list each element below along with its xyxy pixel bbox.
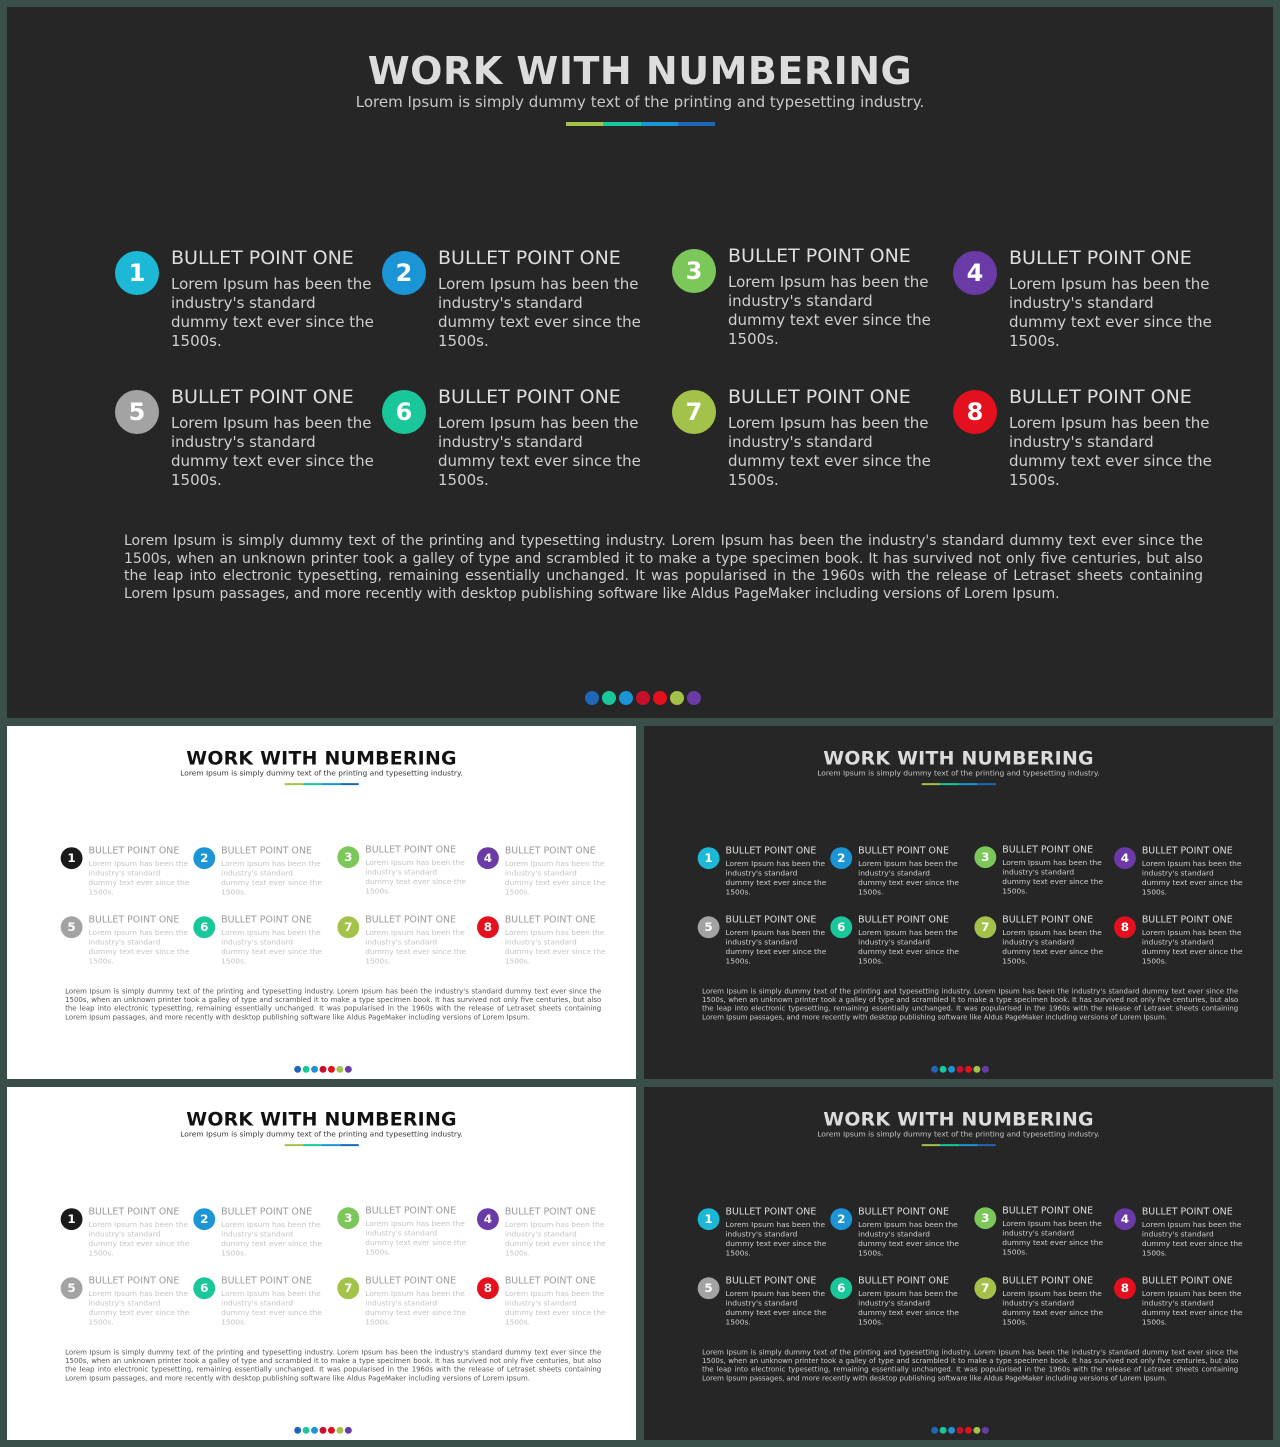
bullet-text: Lorem Ipsum has been the industry's standard dummy text ever since the 1500s. bbox=[1141, 1220, 1243, 1258]
bullet-item bbox=[672, 386, 932, 489]
number-badge: 2 bbox=[830, 1208, 852, 1230]
bullet-text: Lorem Ipsum has been the industry's standard dummy text ever since the 1500s. bbox=[221, 928, 322, 966]
title-underline bbox=[285, 1144, 359, 1146]
slide-subtitle: Lorem Ipsum is simply dummy text of the printing and typesetting industry. bbox=[180, 1129, 463, 1139]
number-badge: 1 bbox=[61, 1208, 83, 1230]
pagination-dot[interactable] bbox=[982, 1066, 989, 1073]
underline-segment bbox=[940, 1144, 959, 1146]
pagination-dot[interactable] bbox=[957, 1427, 964, 1434]
number-badge: 8 bbox=[477, 916, 499, 938]
bullet-title: BULLET POINT ONE bbox=[221, 845, 312, 857]
bullet-title: BULLET POINT ONE bbox=[1141, 1206, 1233, 1218]
slide-title: WORK WITH NUMBERING bbox=[186, 746, 457, 769]
pagination-dots bbox=[585, 691, 701, 705]
bullet-item bbox=[698, 845, 827, 895]
bullet-text: Lorem Ipsum has been the industry's standard dummy text ever since the 1500s. bbox=[88, 1220, 190, 1258]
bullet-text: Lorem Ipsum has been the industry's standard dummy text ever since the 1500s. bbox=[1002, 928, 1104, 966]
bullet-item bbox=[698, 1275, 827, 1325]
bullet-item bbox=[830, 845, 959, 895]
bullet-title: BULLET POINT ONE bbox=[728, 245, 911, 267]
pagination-dot[interactable] bbox=[653, 691, 667, 705]
bullet-title: BULLET POINT ONE bbox=[1002, 914, 1094, 926]
bullet-item bbox=[337, 844, 466, 894]
pagination-dot[interactable] bbox=[948, 1427, 955, 1434]
bullet-text: Lorem Ipsum has been the industry's standard dummy text ever since the 1500s. bbox=[504, 928, 606, 966]
bullet-item bbox=[974, 914, 1103, 964]
bullet-title: BULLET POINT ONE bbox=[728, 386, 911, 408]
underline-segment bbox=[940, 783, 959, 785]
underline-segment bbox=[340, 1144, 359, 1146]
underline-segment bbox=[285, 783, 304, 785]
bullet-item bbox=[337, 914, 466, 964]
bullet-item bbox=[830, 1275, 959, 1325]
pagination-dot[interactable] bbox=[973, 1066, 980, 1073]
bullet-title: BULLET POINT ONE bbox=[1009, 386, 1192, 408]
number-badge: 3 bbox=[974, 1207, 996, 1229]
underline-segment bbox=[303, 1144, 322, 1146]
bullet-item bbox=[61, 914, 190, 964]
bullet-item bbox=[193, 1206, 322, 1256]
number-badge: 4 bbox=[1114, 847, 1136, 869]
bullet-item bbox=[953, 386, 1213, 489]
bullet-text: Lorem Ipsum has been the industry's standard dummy text ever since the 1500s. bbox=[365, 858, 467, 896]
underline-segment bbox=[977, 1144, 996, 1146]
number-badge: 1 bbox=[61, 847, 83, 869]
pagination-dot[interactable] bbox=[328, 1427, 335, 1434]
number-badge: 1 bbox=[115, 251, 159, 295]
bullet-text: Lorem Ipsum has been the industry's standard dummy text ever since the 1500s. bbox=[725, 1289, 827, 1327]
slide-subtitle: Lorem Ipsum is simply dummy text of the printing and typesetting industry. bbox=[817, 768, 1100, 778]
bullet-text: Lorem Ipsum has been the industry's standard dummy text ever since the 1500s. bbox=[725, 928, 827, 966]
pagination-dot[interactable] bbox=[320, 1066, 327, 1073]
bullet-text: Lorem Ipsum has been the industry's standard dummy text ever since the 1500s. bbox=[858, 928, 959, 966]
bullet-item bbox=[974, 1275, 1103, 1325]
number-badge: 7 bbox=[337, 916, 359, 938]
number-badge: 3 bbox=[974, 846, 996, 868]
slide-content bbox=[7, 7, 1273, 718]
number-badge: 3 bbox=[337, 1207, 359, 1229]
underline-segment bbox=[303, 783, 322, 785]
bullet-text: Lorem Ipsum has been the industry's standard dummy text ever since the 1500s. bbox=[725, 859, 827, 897]
bullet-title: BULLET POINT ONE bbox=[88, 1275, 180, 1287]
title-underline bbox=[922, 1144, 996, 1146]
bullet-text: Lorem Ipsum has been the industry's standard dummy text ever since the 1500s. bbox=[221, 859, 322, 897]
bullet-text: Lorem Ipsum has been the industry's standard dummy text ever since the 1500s. bbox=[88, 1289, 190, 1327]
bullet-item bbox=[61, 1275, 190, 1325]
pagination-dot[interactable] bbox=[940, 1427, 947, 1434]
underline-segment bbox=[977, 783, 996, 785]
number-badge: 2 bbox=[830, 847, 852, 869]
bullet-title: BULLET POINT ONE bbox=[504, 1206, 596, 1218]
slide-subtitle: Lorem Ipsum is simply dummy text of the printing and typesetting industry. bbox=[355, 93, 925, 111]
number-badge: 5 bbox=[61, 916, 83, 938]
bullet-item bbox=[61, 1206, 190, 1256]
bullet-title: BULLET POINT ONE bbox=[858, 845, 949, 857]
pagination-dot[interactable] bbox=[931, 1427, 938, 1434]
bullet-title: BULLET POINT ONE bbox=[504, 845, 596, 857]
number-badge: 8 bbox=[1114, 916, 1136, 938]
number-badge: 4 bbox=[477, 1208, 499, 1230]
bullet-item bbox=[382, 247, 642, 350]
number-badge: 8 bbox=[477, 1277, 499, 1299]
bullet-item bbox=[698, 914, 827, 964]
bullet-title: BULLET POINT ONE bbox=[1002, 1275, 1094, 1287]
pagination-dot[interactable] bbox=[965, 1427, 972, 1434]
body-paragraph: Lorem Ipsum is simply dummy text of the printing and typesetting industry. Lorem Ipsum has been the industry's standard dummy text ever since the 1500s, when an unknown printer took a galley of type and scrambled it to make a type specimen book. It has survived not only five centuries, but also the leap into electronic typesetting, remaining essentially unchanged. It was popularised in the 1960s with the release of Letraset sheets containing Lorem Ipsum passages, and more recently with desktop publishing software like Aldus PageMaker including versions of Lorem Ipsum. bbox=[65, 987, 602, 1022]
number-badge: 7 bbox=[974, 1277, 996, 1299]
pagination-dot[interactable] bbox=[345, 1427, 352, 1434]
bullet-item bbox=[477, 914, 606, 964]
number-badge: 8 bbox=[1114, 1277, 1136, 1299]
bullet-title: BULLET POINT ONE bbox=[221, 914, 312, 926]
bullet-text: Lorem Ipsum has been the industry's standard dummy text ever since the 1500s. bbox=[858, 1220, 959, 1258]
pagination-dot[interactable] bbox=[636, 691, 650, 705]
pagination-dot[interactable] bbox=[311, 1066, 318, 1073]
slide-content bbox=[7, 726, 636, 1079]
number-badge: 2 bbox=[382, 251, 426, 295]
number-badge: 6 bbox=[193, 916, 215, 938]
bullet-item bbox=[672, 245, 932, 348]
bullet-title: BULLET POINT ONE bbox=[1141, 845, 1233, 857]
pagination-dot[interactable] bbox=[336, 1427, 343, 1434]
bullet-title: BULLET POINT ONE bbox=[725, 1206, 817, 1218]
title-underline bbox=[285, 783, 359, 785]
slide-content bbox=[644, 726, 1273, 1079]
bullet-item bbox=[382, 386, 642, 489]
bullet-text: Lorem Ipsum has been the industry's standard dummy text ever since the 1500s. bbox=[504, 1220, 606, 1258]
number-badge: 6 bbox=[830, 916, 852, 938]
pagination-dot[interactable] bbox=[303, 1427, 310, 1434]
bullet-item bbox=[1114, 845, 1243, 895]
slide-title: WORK WITH NUMBERING bbox=[823, 1107, 1094, 1130]
slide-subtitle: Lorem Ipsum is simply dummy text of the printing and typesetting industry. bbox=[817, 1129, 1100, 1139]
bullet-title: BULLET POINT ONE bbox=[1141, 914, 1233, 926]
bullet-text: Lorem Ipsum has been the industry's standard dummy text ever since the 1500s. bbox=[88, 859, 190, 897]
number-badge: 8 bbox=[953, 390, 997, 434]
pagination-dot[interactable] bbox=[336, 1066, 343, 1073]
bullet-text: Lorem Ipsum has been the industry's standard dummy text ever since the 1500s. bbox=[171, 414, 374, 489]
pagination-dot[interactable] bbox=[294, 1427, 301, 1434]
slide-title: WORK WITH NUMBERING bbox=[823, 746, 1094, 769]
underline-segment bbox=[959, 1144, 978, 1146]
title-underline bbox=[566, 122, 715, 126]
pagination-dot[interactable] bbox=[973, 1427, 980, 1434]
bullet-text: Lorem Ipsum has been the industry's standard dummy text ever since the 1500s. bbox=[365, 1219, 467, 1257]
bullet-item bbox=[830, 914, 959, 964]
bullet-item bbox=[953, 247, 1213, 350]
pagination-dots bbox=[931, 1427, 989, 1434]
bullet-text: Lorem Ipsum has been the industry's standard dummy text ever since the 1500s. bbox=[1141, 859, 1243, 897]
bullet-title: BULLET POINT ONE bbox=[365, 1205, 457, 1217]
number-badge: 1 bbox=[698, 1208, 720, 1230]
bullet-title: BULLET POINT ONE bbox=[858, 914, 949, 926]
slide-title: WORK WITH NUMBERING bbox=[186, 1107, 457, 1130]
body-paragraph: Lorem Ipsum is simply dummy text of the printing and typesetting industry. Lorem Ipsum has been the industry's standard dummy text ever since the 1500s, when an unknown printer took a galley of type and scrambled it to make a type specimen book. It has survived not only five centuries, but also the leap into electronic typesetting, remaining essentially unchanged. It was popularised in the 1960s with the release of Letraset sheets containing Lorem Ipsum passages, and more recently with desktop publishing software like Aldus PageMaker including versions of Lorem Ipsum. bbox=[702, 987, 1239, 1022]
bullet-item bbox=[974, 1205, 1103, 1255]
bullet-title: BULLET POINT ONE bbox=[1002, 1205, 1094, 1217]
bullet-text: Lorem Ipsum has been the industry's standard dummy text ever since the 1500s. bbox=[1141, 1289, 1243, 1327]
bullet-item bbox=[477, 845, 606, 895]
number-badge: 4 bbox=[953, 251, 997, 295]
number-badge: 7 bbox=[672, 390, 716, 434]
pagination-dot[interactable] bbox=[328, 1066, 335, 1073]
underline-segment bbox=[322, 783, 341, 785]
bullet-item bbox=[337, 1205, 466, 1255]
bullet-text: Lorem Ipsum has been the industry's standard dummy text ever since the 1500s. bbox=[728, 414, 931, 489]
bullet-title: BULLET POINT ONE bbox=[88, 845, 180, 857]
pagination-dot[interactable] bbox=[311, 1427, 318, 1434]
body-paragraph: Lorem Ipsum is simply dummy text of the printing and typesetting industry. Lorem Ipsum has been the industry's standard dummy text ever since the 1500s, when an unknown printer took a galley of type and scrambled it to make a type specimen book. It has survived not only five centuries, but also the leap into electronic typesetting, remaining essentially unchanged. It was popularised in the 1960s with the release of Letraset sheets containing Lorem Ipsum passages, and more recently with desktop publishing software like Aldus PageMaker including versions of Lorem Ipsum. bbox=[702, 1348, 1239, 1383]
number-badge: 5 bbox=[61, 1277, 83, 1299]
pagination-dots bbox=[931, 1066, 989, 1073]
bullet-item bbox=[830, 1206, 959, 1256]
slide-content bbox=[7, 1087, 636, 1440]
number-badge: 3 bbox=[672, 249, 716, 293]
bullet-item bbox=[1114, 914, 1243, 964]
bullet-text: Lorem Ipsum has been the industry's standard dummy text ever since the 1500s. bbox=[728, 273, 931, 348]
body-paragraph: Lorem Ipsum is simply dummy text of the printing and typesetting industry. Lorem Ipsum has been the industry's standard dummy text ever since the 1500s, when an unknown printer took a galley of type and scrambled it to make a type specimen book. It has survived not only five centuries, but also the leap into electronic typesetting, remaining essentially unchanged. It was popularised in the 1960s with the release of Letraset sheets containing Lorem Ipsum passages, and more recently with desktop publishing software like Aldus PageMaker including versions of Lorem Ipsum. bbox=[65, 1348, 602, 1383]
bullet-title: BULLET POINT ONE bbox=[725, 1275, 817, 1287]
pagination-dot[interactable] bbox=[965, 1066, 972, 1073]
bullet-title: BULLET POINT ONE bbox=[88, 1206, 180, 1218]
bullet-title: BULLET POINT ONE bbox=[365, 1275, 457, 1287]
number-badge: 1 bbox=[698, 847, 720, 869]
number-badge: 6 bbox=[830, 1277, 852, 1299]
slide-thumb-dark-1[interactable] bbox=[644, 726, 1273, 1079]
bullet-text: Lorem Ipsum has been the industry's standard dummy text ever since the 1500s. bbox=[858, 859, 959, 897]
bullet-text: Lorem Ipsum has been the industry's standard dummy text ever since the 1500s. bbox=[725, 1220, 827, 1258]
bullet-text: Lorem Ipsum has been the industry's standard dummy text ever since the 1500s. bbox=[438, 275, 641, 350]
pagination-dot[interactable] bbox=[585, 691, 599, 705]
number-badge: 7 bbox=[337, 1277, 359, 1299]
bullet-title: BULLET POINT ONE bbox=[171, 386, 354, 408]
bullet-title: BULLET POINT ONE bbox=[858, 1275, 949, 1287]
pagination-dot[interactable] bbox=[940, 1066, 947, 1073]
number-badge: 4 bbox=[1114, 1208, 1136, 1230]
underline-segment bbox=[340, 783, 359, 785]
bullet-title: BULLET POINT ONE bbox=[1009, 247, 1192, 269]
bullet-title: BULLET POINT ONE bbox=[504, 1275, 596, 1287]
bullet-item bbox=[61, 845, 190, 895]
bullet-item bbox=[1114, 1206, 1243, 1256]
bullet-title: BULLET POINT ONE bbox=[725, 914, 817, 926]
bullet-text: Lorem Ipsum has been the industry's standard dummy text ever since the 1500s. bbox=[504, 1289, 606, 1327]
body-paragraph: Lorem Ipsum is simply dummy text of the printing and typesetting industry. Lorem Ipsum has been the industry's standard dummy text ever since the 1500s, when an unknown printer took a galley of type and scrambled it to make a type specimen book. It has survived not only five centuries, but also the leap into electronic typesetting, remaining essentially unchanged. It was popularised in the 1960s with the release of Letraset sheets containing Lorem Ipsum passages, and more recently with desktop publishing software like Aldus PageMaker including versions of Lorem Ipsum. bbox=[124, 533, 1203, 602]
slide-main[interactable] bbox=[7, 7, 1273, 718]
bullet-text: Lorem Ipsum has been the industry's standard dummy text ever since the 1500s. bbox=[221, 1289, 322, 1327]
bullet-text: Lorem Ipsum has been the industry's standard dummy text ever since the 1500s. bbox=[438, 414, 641, 489]
underline-segment bbox=[603, 122, 640, 126]
number-badge: 7 bbox=[974, 916, 996, 938]
number-badge: 5 bbox=[698, 916, 720, 938]
pagination-dot[interactable] bbox=[602, 691, 616, 705]
bullet-title: BULLET POINT ONE bbox=[221, 1275, 312, 1287]
bullet-item bbox=[1114, 1275, 1243, 1325]
slide-thumb-light-1[interactable] bbox=[7, 726, 636, 1079]
bullet-title: BULLET POINT ONE bbox=[221, 1206, 312, 1218]
bullet-text: Lorem Ipsum has been the industry's standard dummy text ever since the 1500s. bbox=[221, 1220, 322, 1258]
bullet-item bbox=[477, 1275, 606, 1325]
bullet-text: Lorem Ipsum has been the industry's standard dummy text ever since the 1500s. bbox=[1002, 1289, 1104, 1327]
pagination-dot[interactable] bbox=[670, 691, 684, 705]
underline-segment bbox=[922, 1144, 941, 1146]
bullet-item bbox=[193, 845, 322, 895]
bullet-title: BULLET POINT ONE bbox=[365, 844, 457, 856]
bullet-title: BULLET POINT ONE bbox=[858, 1206, 949, 1218]
title-underline bbox=[922, 783, 996, 785]
underline-segment bbox=[922, 783, 941, 785]
slide-thumb-dark-2[interactable] bbox=[644, 1087, 1273, 1440]
number-badge: 4 bbox=[477, 847, 499, 869]
underline-segment bbox=[959, 783, 978, 785]
slide-content bbox=[644, 1087, 1273, 1440]
bullet-title: BULLET POINT ONE bbox=[504, 914, 596, 926]
pagination-dot[interactable] bbox=[619, 691, 633, 705]
bullet-title: BULLET POINT ONE bbox=[1141, 1275, 1233, 1287]
bullet-title: BULLET POINT ONE bbox=[365, 914, 457, 926]
bullet-text: Lorem Ipsum has been the industry's standard dummy text ever since the 1500s. bbox=[171, 275, 374, 350]
bullet-text: Lorem Ipsum has been the industry's standard dummy text ever since the 1500s. bbox=[365, 1289, 467, 1327]
bullet-item bbox=[337, 1275, 466, 1325]
bullet-title: BULLET POINT ONE bbox=[1002, 844, 1094, 856]
underline-segment bbox=[641, 122, 678, 126]
bullet-item bbox=[115, 247, 375, 350]
number-badge: 2 bbox=[193, 1208, 215, 1230]
number-badge: 3 bbox=[337, 846, 359, 868]
bullet-text: Lorem Ipsum has been the industry's standard dummy text ever since the 1500s. bbox=[1009, 275, 1212, 350]
pagination-dot[interactable] bbox=[303, 1066, 310, 1073]
pagination-dot[interactable] bbox=[957, 1066, 964, 1073]
bullet-item bbox=[974, 844, 1103, 894]
bullet-item bbox=[193, 914, 322, 964]
slide-subtitle: Lorem Ipsum is simply dummy text of the printing and typesetting industry. bbox=[180, 768, 463, 778]
bullet-text: Lorem Ipsum has been the industry's standard dummy text ever since the 1500s. bbox=[1002, 858, 1104, 896]
bullet-item bbox=[477, 1206, 606, 1256]
bullet-item bbox=[193, 1275, 322, 1325]
bullet-text: Lorem Ipsum has been the industry's standard dummy text ever since the 1500s. bbox=[365, 928, 467, 966]
bullet-title: BULLET POINT ONE bbox=[88, 914, 180, 926]
bullet-text: Lorem Ipsum has been the industry's standard dummy text ever since the 1500s. bbox=[1009, 414, 1212, 489]
number-badge: 2 bbox=[193, 847, 215, 869]
pagination-dots bbox=[294, 1427, 352, 1434]
pagination-dot[interactable] bbox=[931, 1066, 938, 1073]
pagination-dots bbox=[294, 1066, 352, 1073]
slide-thumb-light-2[interactable] bbox=[7, 1087, 636, 1440]
bullet-title: BULLET POINT ONE bbox=[438, 247, 621, 269]
number-badge: 5 bbox=[115, 390, 159, 434]
pagination-dot[interactable] bbox=[687, 691, 701, 705]
pagination-dot[interactable] bbox=[294, 1066, 301, 1073]
slide-title: WORK WITH NUMBERING bbox=[367, 49, 913, 93]
bullet-text: Lorem Ipsum has been the industry's standard dummy text ever since the 1500s. bbox=[88, 928, 190, 966]
underline-segment bbox=[678, 122, 715, 126]
bullet-item bbox=[698, 1206, 827, 1256]
bullet-text: Lorem Ipsum has been the industry's standard dummy text ever since the 1500s. bbox=[1141, 928, 1243, 966]
number-badge: 6 bbox=[382, 390, 426, 434]
pagination-dot[interactable] bbox=[982, 1427, 989, 1434]
pagination-dot[interactable] bbox=[320, 1427, 327, 1434]
bullet-title: BULLET POINT ONE bbox=[171, 247, 354, 269]
bullet-text: Lorem Ipsum has been the industry's standard dummy text ever since the 1500s. bbox=[858, 1289, 959, 1327]
underline-segment bbox=[566, 122, 603, 126]
bullet-text: Lorem Ipsum has been the industry's standard dummy text ever since the 1500s. bbox=[504, 859, 606, 897]
bullet-title: BULLET POINT ONE bbox=[725, 845, 817, 857]
bullet-text: Lorem Ipsum has been the industry's standard dummy text ever since the 1500s. bbox=[1002, 1219, 1104, 1257]
pagination-dot[interactable] bbox=[948, 1066, 955, 1073]
bullet-title: BULLET POINT ONE bbox=[438, 386, 621, 408]
underline-segment bbox=[322, 1144, 341, 1146]
number-badge: 6 bbox=[193, 1277, 215, 1299]
number-badge: 5 bbox=[698, 1277, 720, 1299]
underline-segment bbox=[285, 1144, 304, 1146]
bullet-item bbox=[115, 386, 375, 489]
pagination-dot[interactable] bbox=[345, 1066, 352, 1073]
